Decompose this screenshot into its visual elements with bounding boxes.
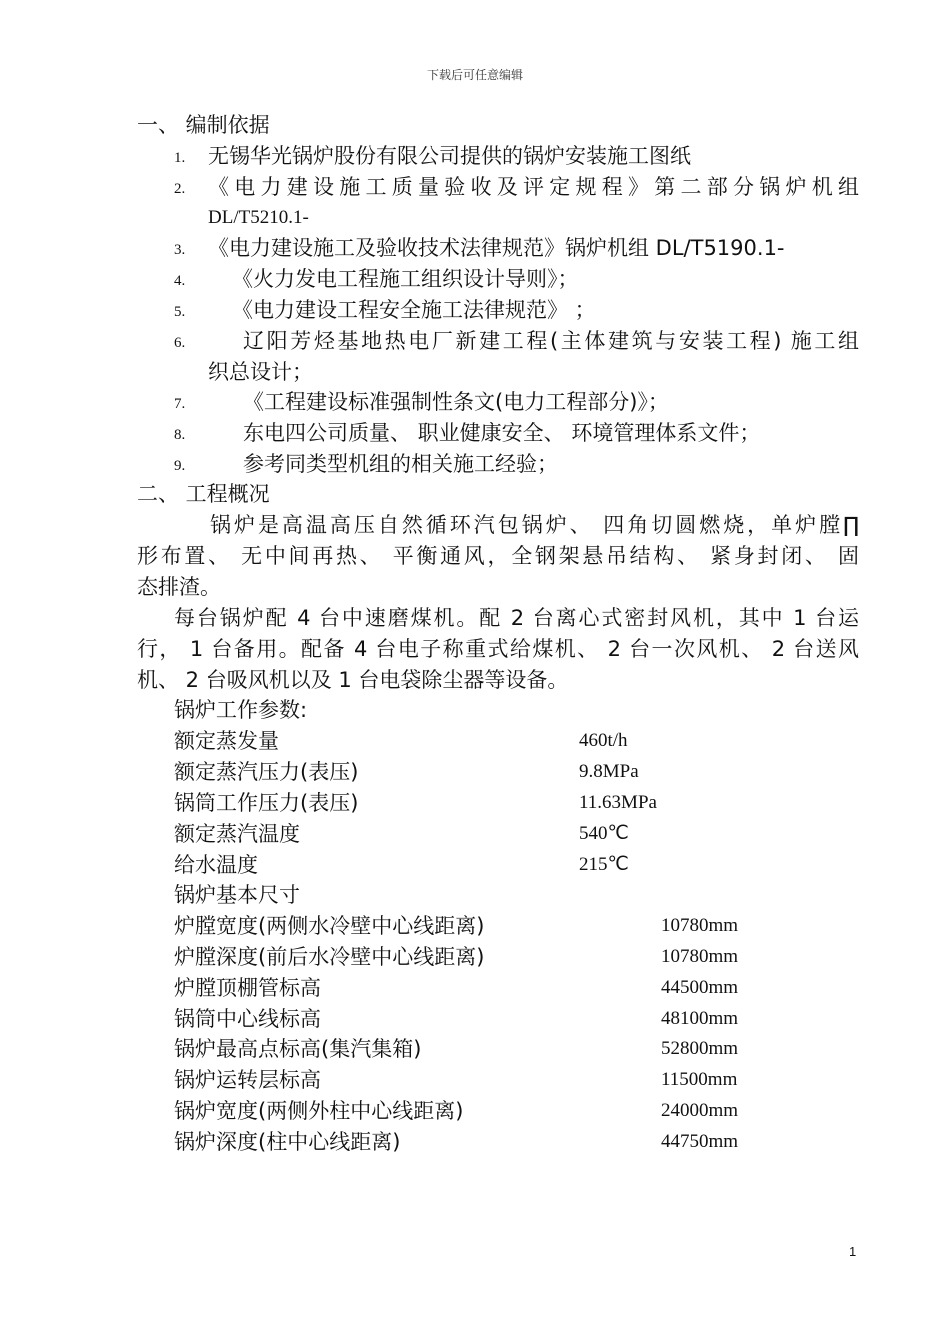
param-value: 215℃: [579, 854, 629, 875]
list-number: 3.: [174, 242, 186, 258]
param-label: 额定蒸发量: [174, 729, 279, 753]
dim-value: 44500mm: [661, 977, 739, 998]
param-label: 锅筒工作压力(表压): [174, 791, 359, 815]
param-value: 540℃: [579, 823, 629, 844]
dim-label: 锅炉最高点标高(集汽集箱): [174, 1037, 422, 1061]
list-number: 4.: [174, 273, 186, 289]
list-item-continuation: DL/T5210.1-: [208, 207, 309, 228]
list-number: 8.: [174, 427, 186, 443]
page-header: 下载后可任意编辑: [426, 68, 523, 82]
dims-title: 锅炉基本尺寸: [174, 883, 300, 907]
list-item: 参考同类型机组的相关施工经验；: [243, 452, 558, 476]
param-value: 9.8MPa: [579, 761, 639, 782]
list-item-continuation: 织总设计；: [208, 360, 313, 384]
list-number: 1.: [174, 150, 186, 166]
list-number: 5.: [174, 304, 186, 320]
param-label: 给水温度: [174, 853, 258, 877]
list-item: 辽阳芳烃基地热电厂新建工程(主体建筑与安装工程) 施工组: [243, 329, 859, 353]
paragraph-line: 态排渣。: [137, 575, 221, 599]
dim-value: 10780mm: [661, 946, 739, 967]
dim-value: 24000mm: [661, 1100, 739, 1121]
list-item: 东电四公司质量、 职业健康安全、 环境管理体系文件；: [243, 421, 761, 445]
dim-value: 44750mm: [661, 1131, 739, 1152]
dim-label: 炉膛宽度(两侧水冷壁中心线距离): [174, 914, 485, 938]
list-item: 无锡华光锅炉股份有限公司提供的锅炉安装施工图纸: [208, 144, 691, 168]
list-item: 《电力建设施工及验收技术法律规范》锅炉机组 DL/T5190.1-: [208, 236, 785, 260]
dim-label: 锅炉深度(柱中心线距离): [174, 1130, 401, 1154]
list-item: 《电力建设施工质量验收及评定规程》第二部分锅炉机组: [208, 175, 859, 199]
list-item: 《火力发电工程施工组织设计导则》；: [232, 267, 579, 291]
dim-value: 48100mm: [661, 1008, 739, 1029]
section-heading-overview: 二、 工程概况: [137, 482, 270, 506]
list-number: 9.: [174, 458, 186, 474]
paragraph-line: 每台锅炉配 4 台中速磨煤机。配 2 台离心式密封风机，其中 1 台运: [174, 606, 859, 630]
dim-label: 锅筒中心线标高: [174, 1007, 321, 1031]
list-number: 7.: [174, 396, 186, 412]
list-item: 《工程建设标准强制性条文(电力工程部分)》；: [243, 390, 669, 414]
section-heading-basis: 一、 编制依据: [137, 113, 270, 137]
dim-label: 锅炉宽度(两侧外柱中心线距离): [174, 1099, 464, 1123]
paragraph-line: 形布置、 无中间再热、 平衡通风，全钢架悬吊结构、 紧身封闭、 固: [137, 544, 859, 568]
dim-value: 11500mm: [661, 1069, 738, 1090]
list-number: 6.: [174, 335, 186, 351]
page-number: 1: [849, 1244, 857, 1259]
paragraph-line: 机、 2 台吸风机以及 1 台电袋除尘器等设备。: [137, 668, 569, 692]
params-title: 锅炉工作参数:: [174, 698, 308, 722]
param-value: 11.63MPa: [579, 792, 657, 813]
dim-label: 炉膛深度(前后水冷壁中心线距离): [174, 945, 485, 969]
param-label: 额定蒸汽压力(表压): [174, 760, 359, 784]
dim-label: 锅炉运转层标高: [174, 1068, 321, 1092]
paragraph-line: 锅炉是高温高压自然循环汽包锅炉、 四角切圆燃烧，单炉膛∏: [210, 513, 859, 537]
paragraph-line: 行， 1 台备用。配备 4 台电子称重式给煤机、 2 台一次风机、 2 台送风: [137, 637, 859, 661]
dim-value: 52800mm: [661, 1038, 739, 1059]
list-number: 2.: [174, 181, 186, 197]
list-item: 《电力建设工程安全施工法律规范》 ；: [232, 298, 596, 322]
dim-value: 10780mm: [661, 915, 739, 936]
param-value: 460t/h: [579, 730, 628, 751]
param-label: 额定蒸汽温度: [174, 822, 300, 846]
dim-label: 炉膛顶棚管标高: [174, 976, 321, 1000]
